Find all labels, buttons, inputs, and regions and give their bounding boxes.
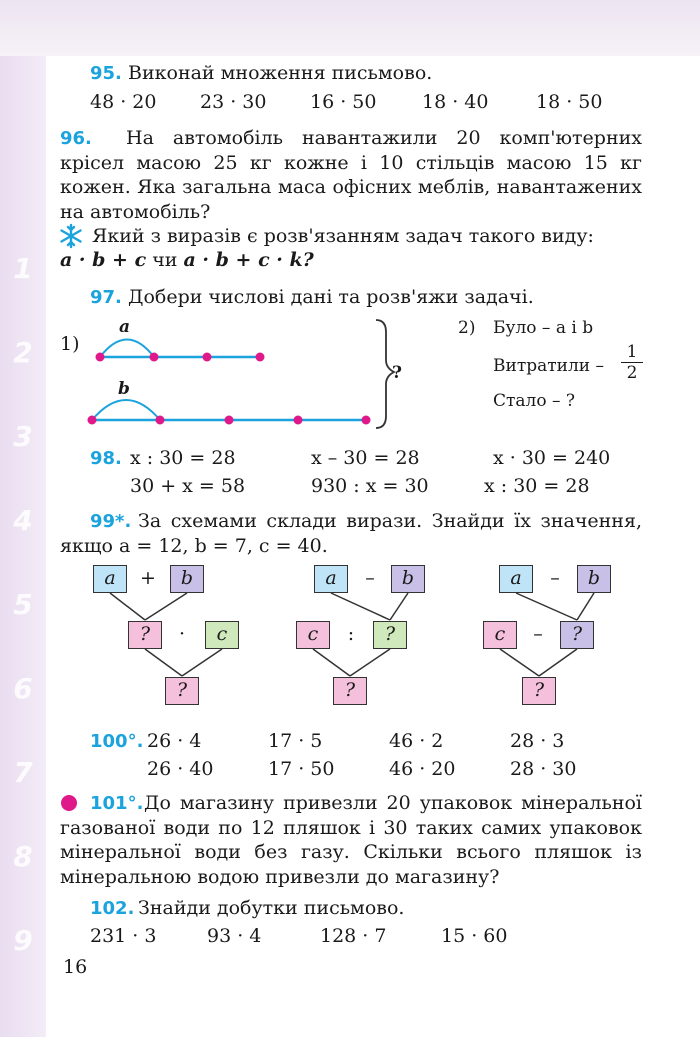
condition-line: Стало – ?	[493, 391, 576, 411]
scheme-operator: –	[365, 567, 375, 589]
expression: a · b + c	[60, 249, 147, 271]
exercise-number: 102.	[90, 898, 135, 919]
dot	[362, 416, 371, 425]
dot	[150, 353, 159, 362]
arc-b	[92, 400, 160, 420]
scheme-box: ?	[165, 677, 199, 705]
expression: 46 · 2	[389, 730, 444, 752]
expression: 23 · 30	[200, 91, 267, 113]
dot	[96, 353, 105, 362]
scheme-box: a	[499, 565, 533, 593]
side-tab: 9	[13, 924, 33, 957]
equation: 30 + x = 58	[130, 475, 246, 497]
dot	[203, 353, 212, 362]
snow-text: Який з виразів є розв'язанням задач такого виду:	[92, 225, 594, 247]
expression: 17 · 5	[268, 730, 323, 752]
exercise-text	[60, 509, 642, 558]
scheme-box: c	[296, 621, 330, 649]
exercise-number: 100°.	[90, 731, 144, 752]
page-number: 16	[63, 956, 88, 978]
exercise-number: 95.	[90, 63, 122, 84]
scheme-box: b	[391, 565, 425, 593]
expression-choice	[60, 249, 314, 272]
side-tab: 3	[13, 420, 33, 453]
exercise-number: 96.	[60, 128, 92, 149]
scheme-box: a	[93, 565, 127, 593]
scheme-box: a	[314, 565, 348, 593]
exercise-text: Виконай множення письмово.	[128, 62, 433, 84]
scheme-box: c	[205, 621, 239, 649]
top-band	[0, 0, 700, 56]
scheme-box: c	[483, 621, 517, 649]
side-tab: 7	[13, 756, 33, 789]
scheme-box: ?	[373, 621, 407, 649]
expression: 48 · 20	[90, 91, 157, 113]
expression: 28 · 3	[510, 730, 565, 752]
exercise-text: Добери числові дані та розв'яжи задачі.	[128, 286, 534, 308]
exercise-text	[60, 126, 642, 224]
expression: 15 · 60	[441, 925, 508, 947]
expression: 16 · 50	[310, 91, 377, 113]
expression: 46 · 20	[389, 758, 456, 780]
exercise-number: 101°.	[90, 793, 144, 814]
expression: 28 · 30	[510, 758, 577, 780]
scheme-box: b	[577, 565, 611, 593]
dot	[156, 416, 165, 425]
exercise-number: 99*.	[90, 511, 132, 532]
expression: 128 · 7	[320, 925, 387, 947]
equation: x : 30 = 28	[484, 475, 590, 497]
scheme-box: ?	[333, 677, 367, 705]
arc-a	[100, 340, 154, 358]
problem-label: 2)	[458, 318, 476, 338]
exercise-body: За схемами склади вирази. Знайди їх значення, якщо a = 12, b = 7, c = 40.	[60, 510, 642, 557]
scheme-operator: +	[140, 567, 156, 589]
exercise-number: 97.	[90, 287, 122, 308]
scheme-operator: :	[347, 623, 355, 645]
side-tab: 4	[13, 504, 33, 537]
expression: 231 · 3	[90, 925, 157, 947]
side-tab: 1	[13, 252, 33, 285]
equation: x · 30 = 240	[493, 447, 611, 469]
condition-line: Витратили –	[493, 356, 605, 376]
expression: 93 · 4	[207, 925, 262, 947]
scheme-box: ?	[522, 677, 556, 705]
expression: a · b + c · k?	[183, 249, 314, 271]
condition-line: Було – a і b	[493, 318, 594, 338]
brace-question: ?	[392, 363, 402, 383]
expression: 26 · 4	[147, 730, 202, 752]
side-tab: 2	[13, 336, 33, 369]
dot	[225, 416, 234, 425]
scheme-box: ?	[128, 621, 162, 649]
fraction-numerator: 1	[626, 342, 638, 362]
equation: x : 30 = 28	[130, 447, 236, 469]
fraction	[621, 342, 643, 383]
scheme-operator: ·	[178, 623, 186, 645]
dot	[294, 416, 303, 425]
scheme-operator: –	[550, 567, 560, 589]
snowflake-icon	[58, 223, 84, 249]
exercise-number: 98.	[90, 448, 122, 469]
expression: 18 · 40	[422, 91, 489, 113]
exercise-body: До магазину привезли 20 упаковок мінеральної газованої води по 12 пляшок і 30 таких самих упаковок мінеральної води без газу. Скільки всього пляшок із мінеральною водою привезли до магазину?	[60, 792, 642, 888]
exercise-text	[60, 791, 642, 889]
equation: x – 30 = 28	[311, 447, 420, 469]
fraction-denominator: 2	[621, 362, 643, 383]
side-tab: 8	[13, 840, 33, 873]
expression: 18 · 50	[536, 91, 603, 113]
exercise-text: Знайди добутки письмово.	[138, 897, 405, 919]
expression: 26 · 40	[147, 758, 214, 780]
expression: 17 · 50	[268, 758, 335, 780]
scheme-box: b	[170, 565, 204, 593]
problem-label: 1)	[60, 333, 80, 355]
scheme-box: ?	[560, 621, 594, 649]
scheme-operator: –	[533, 623, 543, 645]
equation: 930 : x = 30	[311, 475, 429, 497]
dot	[88, 416, 97, 425]
exercise-body: На автомобіль навантажили 20 комп'ютерних крісел масою 25 кг кожне і 10 стільців масою 15 кг кожен. Яка загальна маса офісних меблів, навантажених на автомобіль?	[60, 127, 642, 223]
side-tab-strip	[0, 56, 46, 1037]
segment-label-b: b	[118, 379, 130, 399]
or-word: чи	[152, 249, 178, 271]
side-tab: 6	[13, 672, 33, 705]
dot	[256, 353, 265, 362]
side-tab: 5	[13, 588, 33, 621]
segment-label-a: a	[119, 317, 131, 337]
